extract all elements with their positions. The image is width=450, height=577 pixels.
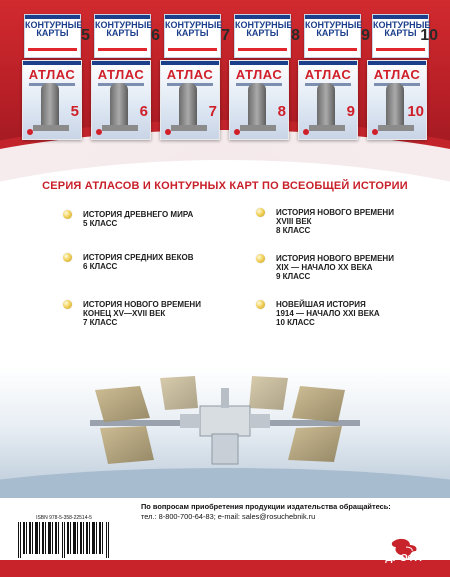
contour-grade: 8: [291, 27, 300, 44]
contour-map-cover: [234, 14, 300, 58]
contour-grade: 10: [420, 27, 438, 44]
bullet-icon: [63, 300, 72, 309]
atlas-title: АТЛАС: [28, 67, 76, 82]
contour-grade: 9: [361, 27, 370, 44]
item-line: ИСТОРИЯ НОВОГО ВРЕМЕНИ: [276, 208, 394, 217]
item-line: ИСТОРИЯ ДРЕВНЕГО МИРА: [83, 210, 194, 219]
contour-map-title: КОНТУРНЫЕ КАРТЫ: [305, 20, 363, 38]
item-line: 6 КЛАСС: [83, 262, 118, 271]
item-line: 9 КЛАСС: [276, 272, 311, 281]
contour-map-title: КОНТУРНЫЕ КАРТЫ: [373, 20, 431, 38]
contact-heading: По вопросам приобретения продукции издательства обращайтесь:: [141, 502, 391, 511]
item-line: 8 КЛАСС: [276, 226, 311, 235]
atlas-title: АТЛАС: [235, 67, 283, 82]
bullet-icon: [63, 253, 72, 262]
bullet-icon: [256, 208, 265, 217]
atlas-grade: 7: [208, 103, 217, 120]
bullet-icon: [63, 210, 72, 219]
book-covers: [22, 14, 438, 144]
atlas-title: АТЛАС: [166, 67, 214, 82]
space-station-illustration: [0, 368, 450, 498]
barcode-bars-icon: [18, 522, 110, 558]
atlas-title: АТЛАС: [97, 67, 145, 82]
contour-map-cover: [304, 14, 370, 58]
contact-details: тел.: 8-800-700-64-83; e-mail: sales@rosuchebnik.ru: [141, 512, 316, 521]
contour-map-title: КОНТУРНЫЕ КАРТЫ: [165, 20, 223, 38]
atlas-title: АТЛАС: [373, 67, 421, 82]
contour-map-cover: [24, 14, 90, 58]
contour-grade: 7: [221, 27, 230, 44]
atlas-cover: [160, 60, 220, 140]
item-line: 1914 — НАЧАЛО XXI ВЕКА: [276, 309, 380, 318]
contour-map-cover: [372, 14, 438, 58]
atlas-cover: [91, 60, 151, 140]
contour-map-title: КОНТУРНЫЕ КАРТЫ: [235, 20, 293, 38]
publisher-name: ДРОФА: [385, 553, 423, 564]
atlas-cover: [298, 60, 358, 140]
atlas-grade: 10: [407, 103, 424, 120]
contour-map-title: КОНТУРНЫЕ КАРТЫ: [25, 20, 83, 38]
contour-map-cover: [94, 14, 160, 58]
series-title: СЕРИЯ АТЛАСОВ И КОНТУРНЫХ КАРТ ПО ВСЕОБЩЕЙ ИСТОРИИ: [42, 180, 408, 192]
contour-map-title: КОНТУРНЫЕ КАРТЫ: [95, 20, 153, 38]
item-line: КОНЕЦ XV—XVII ВЕК: [83, 309, 166, 318]
atlas-title: АТЛАС: [304, 67, 352, 82]
bullet-icon: [256, 254, 265, 263]
item-line: 5 КЛАСС: [83, 219, 118, 228]
bullet-icon: [256, 300, 265, 309]
contact-info: [141, 502, 441, 522]
atlas-cover: [229, 60, 289, 140]
atlas-grade: 8: [277, 103, 286, 120]
item-line: ИСТОРИЯ НОВОГО ВРЕМЕНИ: [83, 300, 201, 309]
item-line: НОВЕЙШАЯ ИСТОРИЯ: [276, 300, 366, 309]
contour-grade: 6: [151, 27, 160, 44]
item-line: XIX — НАЧАЛО XX ВЕКА: [276, 263, 373, 272]
isbn-text: ISBN 978-5-358-22514-5: [36, 515, 92, 521]
item-line: ИСТОРИЯ СРЕДНИХ ВЕКОВ: [83, 253, 194, 262]
contour-map-cover: [164, 14, 230, 58]
atlas-grade: 9: [346, 103, 355, 120]
item-line: 10 КЛАСС: [276, 318, 315, 327]
contour-grade: 5: [81, 27, 90, 44]
item-line: ИСТОРИЯ НОВОГО ВРЕМЕНИ: [276, 254, 394, 263]
atlas-cover: [22, 60, 82, 140]
item-line: XVIII ВЕК: [276, 217, 312, 226]
item-line: 7 КЛАСС: [83, 318, 118, 327]
atlas-grade: 6: [139, 103, 148, 120]
atlas-grade: 5: [70, 103, 79, 120]
atlas-cover: [367, 60, 427, 140]
